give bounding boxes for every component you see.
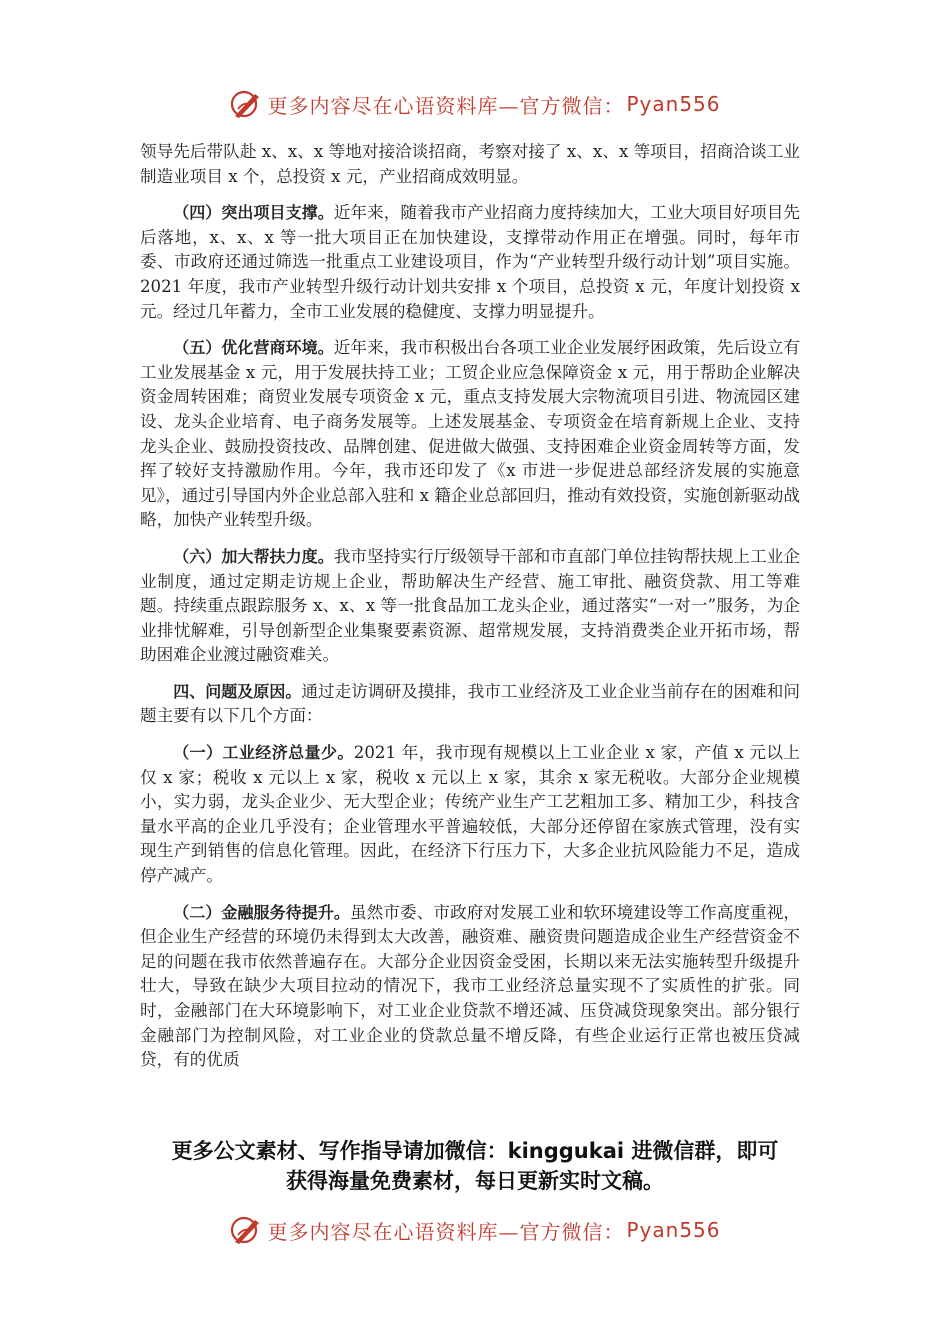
section-heading: （一）工业经济总量少。 [173, 743, 354, 763]
paragraph-text: 领导先后带队赴 x、x、x 等地对接洽谈招商，考察对接了 x、x、x 等项目，招商洽谈工业制造业项目 x 个，总投资 x 元，产业招商成效明显。 [140, 142, 800, 186]
paragraph-text: 通过走访调研及摸排，我市工业经济及工业企业当前存在的困难和问题主要有以下几个方面： [140, 681, 800, 726]
header-banner-text: 更多内容尽在心语资料库—官方微信： [267, 93, 625, 118]
header-banner-wechat: Pyan556 [626, 92, 721, 116]
paragraph-section-5 [140, 336, 800, 533]
paragraph-problem-2 [140, 901, 800, 1073]
paragraph-text: 近年来，我市积极出台各项工业企业发展纾困政策，先后设立有工业发展基金 x 元，用于发展扶持工业；工贸企业应急保障资金 x 元，用于帮助企业解决资金周转困难；商贸业发展专项资金 x 元，重点支持发展大宗物流项目引进、物流园区建设、龙头企业培育、电子商务发展等。上述发展基金、专项资金在培育新规上企业、支持龙头企业、鼓励投资技改、品牌创建、促进做大做强、支持困难企业资金周转等方面，发挥了较好支持激励作用。今年，我市还印发了《x 市进一步促进总部经济发展的实施意见》，通过引导国内外企业总部入驻和 x 籍企业总部回归，推动有效投资，实施创新驱动战略，加快产业转型升级。 [140, 338, 800, 530]
section-heading: （六）加大帮扶力度。 [173, 546, 334, 566]
footer-banner [0, 1208, 950, 1252]
footer-banner-text: 更多内容尽在心语资料库—官方微信： [267, 1219, 625, 1244]
paragraph-section-6 [140, 545, 800, 668]
section-heading: （四）突出项目支撑。 [173, 203, 334, 223]
document-body [140, 140, 800, 1085]
promo-line-1: 更多公文素材、写作指导请加微信：kinggukai 进微信群，即可 [171, 1139, 779, 1163]
section-heading: 四、问题及原因。 [173, 681, 302, 701]
paragraph-text: 我市坚持实行厅级领导干部和市直部门单位挂钩帮扶规上工业企业制度，通过定期走访规上企业，帮助解决生产经营、施工审批、融资贷款、用工等难题。持续重点跟踪服务 x、x、x 等一批食品加工龙头企业，通过落实“一对一”服务，为企业排忧解难，引导创新型企业集聚要素资源、超常规发展，支持消费类企业开拓市场，帮助困难企业渡过融资难关。 [140, 546, 800, 665]
footer-banner-wechat: Pyan556 [626, 1218, 721, 1242]
pen-logo-icon [229, 87, 263, 121]
section-heading: （五）优化营商环境。 [173, 338, 334, 358]
section-heading: （二）金融服务待提升。 [173, 902, 351, 922]
promo-line-2: 获得海量免费素材，每日更新实时文稿。 [286, 1169, 664, 1193]
pen-logo-icon [229, 1213, 263, 1247]
paragraph-section-4 [140, 201, 800, 324]
paragraph-problems [140, 680, 800, 729]
paragraph-continuation [140, 140, 800, 189]
paragraph-problem-1 [140, 741, 800, 889]
promo-notice [100, 1136, 850, 1196]
paragraph-text: 近年来，随着我市产业招商力度持续加大，工业大项目好项目先后落地，x、x、x 等一批大项目正在加快建设，支撑带动作用正在增强。同时，每年市委、市政府还通过筛选一批重点工业建设项目，作为“产业转型升级行动计划”项目实施。2021 年度，我市产业转型升级行动计划共安排 x 个项目，总投资 x 元，年度计划投资 x 元。经过几年蓄力，全市工业发展的稳健度、支撑力明显提升。 [140, 203, 800, 321]
paragraph-text: 虽然市委、市政府对发展工业和软环境建设等工作高度重视，但企业生产经营的环境仍未得到太大改善，融资难、融资贵问题造成企业生产经营资金不足的问题在我市依然普遍存在。大部分企业因资金受困，长期以来无法实施转型升级提升壮大，导致在缺少大项目拉动的情况下，我市工业经济总量实现不了实质性的扩张。同时，金融部门在大环境影响下，对工业企业贷款不增还减、压贷减贷现象突出。部分银行金融部门为控制风险，对工业企业的贷款总量不增反降，有些企业运行正常也被压贷减贷，有的优质 [140, 902, 800, 1070]
paragraph-text: 2021 年，我市现有规模以上工业企业 x 家，产值 x 元以上仅 x 家；税收 x 元以上 x 家，税收 x 元以上 x 家，其余 x 家无税收。大部分企业规模小，实力弱，龙头企业少、无大型企业；传统产业生产工艺粗加工多、精加工少，科技含量水平高的企业几乎没有；企业管理水平普遍较低，大部分还停留在家族式管理，没有实现生产到销售的信息化管理。因此，在经济下行压力下，大多企业抗风险能力不足，造成停产减产。 [140, 743, 800, 886]
header-banner [0, 82, 950, 126]
